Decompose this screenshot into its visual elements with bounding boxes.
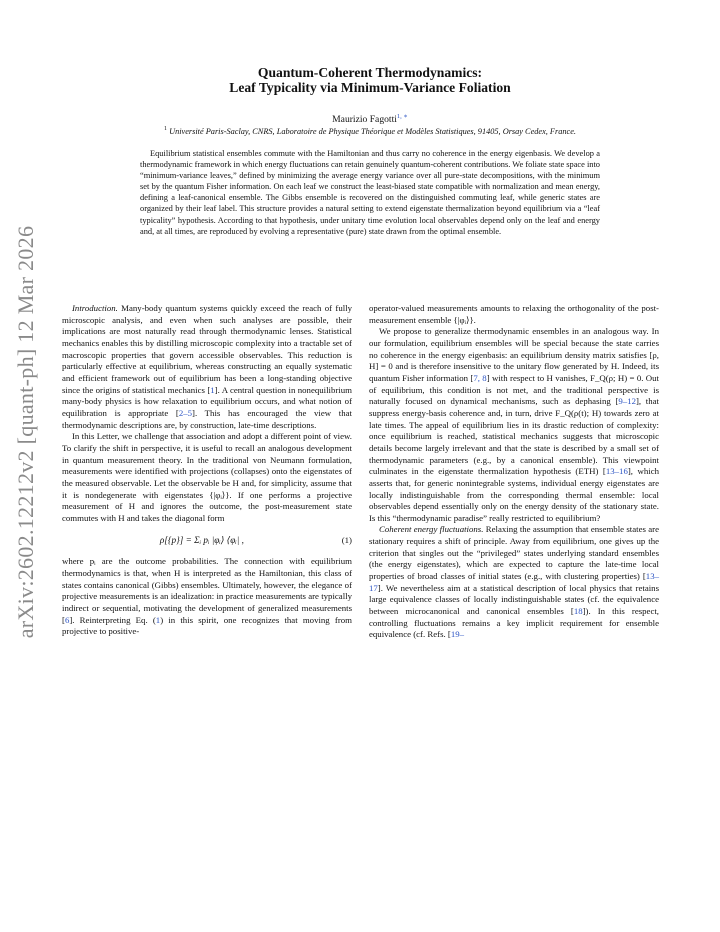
citation-link[interactable]: 6: [64, 614, 70, 625]
paper-title-line-2: Leaf Typicality via Minimum-Variance Foliation: [229, 80, 511, 95]
affiliation-text: Université Paris-Saclay, CNRS, Laboratoire de Physique Théorique et Modèles Statistiques, 91405, Orsay Cedex, France.: [169, 126, 576, 136]
arxiv-identifier: [6, 212, 46, 652]
text-run: ], that suppress energy-basis coherence and, in turn, drive F_Q(ρ(t); H) towards zero at late times. The appeal of equilibrium lies in its drastic reduction of complexity: once equilibrium is reached, statistical mechanics suggests that microscopic details become largely irrelevant and that the state is described by a small set of thermodynamic parameters (e.g., by a canonical ensemble). This viewpoint culminates in the eigenstate thermalization hypothesis (ETH) [: [369, 396, 660, 477]
equation-reference-link[interactable]: 1: [155, 614, 161, 625]
author-line: [120, 112, 620, 125]
text-run: We propose to generalize thermodynamic ensembles in an analogous way. In our formulation, equilibrium ensembles will be special because the state carries no coherence in the energy eigenbasis: an equilibrium density matrix satisfies [ρ, H] = 0 and is therefore insensitive to the unitary flow generated by H. Indeed, its quantum Fisher information [: [369, 326, 659, 383]
section-lead-coherent-energy-fluctuations: Coherent energy fluctuations.: [379, 524, 484, 535]
text-run: ], which asserts that, for generic nonintegrable systems, individual energy eigenstates are locally indistinguishable from the corresponding thermal ensemble: local observables depend essentially only on the energy density of the stationary state. Is this “thermodynamic paradise” really restricted to equilibrium?: [369, 466, 660, 523]
citation-link[interactable]: 13–17: [369, 571, 659, 593]
text-run: ]. We nevertheless aim at a statistical description of local physics that retains large equivalence classes of locally indistinguishable states (cf. the equivalence between microcanonical and canonical ensembles [: [369, 582, 659, 617]
text-run: Relaxing the assumption that ensemble states are stationary requires a shift of principle. Away from equilibrium, one gives up the criterion that singles out the “privileged” states underlying standard ensembles (the energy eigenstates), which are expected to capture the late-time local properties of broad classes of initial states (e.g., with clustering properties) [: [369, 524, 659, 582]
coherent-fluctuations-paragraph: [369, 524, 659, 641]
arxiv-identifier-text: arXiv:2602.12212v2 [quant-ph] 12 Mar 2026: [13, 225, 38, 639]
affiliation-line: [60, 126, 680, 136]
body-paragraph: [369, 326, 659, 524]
citation-link[interactable]: 7, 8: [473, 372, 487, 383]
equation-number: (1): [341, 534, 352, 545]
left-column: [62, 303, 352, 638]
equation-formula: ρ[{p}] = Σᵢ pᵢ |φᵢ⟩ ⟨φᵢ| ,: [159, 534, 244, 545]
body-paragraph: operator-valued measurements amounts to relaxing the orthogonality of the post-measurement ensemble {|φᵢ⟩}.: [369, 303, 659, 325]
citation-link[interactable]: 19–: [450, 629, 465, 640]
citation-link[interactable]: 9–12: [618, 396, 636, 407]
introduction-paragraph: [62, 303, 352, 431]
citation-link[interactable]: 1: [210, 384, 215, 395]
equation-1: [62, 532, 352, 548]
body-paragraph: In this Letter, we challenge that association and adopt a different point of view. To clarify the shift in perspective, it is useful to recall an analogous development in quantum measurement theory. In the traditional von Neumann formulation, measurements were identified with projections (collapses) onto the eigenstates of the measured observable. Let the observable be H and, for simplicity, assume that it is nondegenerate with eigenstates {|φᵢ⟩}. If one performs a projective measurement of H and ignores the outcome, the post-measurement state commutes with H and takes the diagonal form: [62, 431, 352, 523]
author-affiliation-link[interactable]: 1, ∗: [396, 113, 408, 120]
text-run: where pᵢ are the outcome probabilities. The connection with equilibrium thermodynamics is that, when H is interpreted as the Hamiltonian, this class of states contains canonical (Gibbs) ensembles. Ultimately, however, the elegance of projective measurements is an idealization: in practice measurements are typically indirect or sequential, motivating the development of generalized measurements [: [62, 556, 352, 625]
body-paragraph: [62, 556, 352, 638]
abstract: Equilibrium statistical ensembles commute with the Hamiltonian and thus carry no coherence in the energy eigenbasis. We develop a thermodynamic framework in which energy fluctuations can retain genuinely quantum-coherent contributions. We foliate state space into “minimum-variance leaves,” defined by minimizing the average energy variance over all pure-state decompositions, with the minimum set by the quantum Fisher information. On each leaf we construct the least-biased state compatible with normalization and mean energy, defining a leaf-canonical ensemble. The Gibbs ensemble is recovered on the distinguished commuting leaf, while generic states are organized by their leaf label. This structure provides a natural setting to extend eigenstate thermalization beyond equilibrium via a “leaf typicality” hypothesis. According to that hypothesis, under unitary time evolution local observables depend only on the leaf and energy and, at all times, are reproduced by evolving a representative (pure) state drawn from the optimal ensemble.: [140, 149, 600, 236]
text-run: ) in this spirit, one recognizes that moving from projective to positive-: [62, 614, 353, 637]
citation-link[interactable]: 18: [573, 606, 583, 617]
citation-link[interactable]: 13–16: [605, 466, 628, 477]
text-run: ]. Reinterpreting Eq. (: [69, 614, 156, 625]
author-name: Maurizio Fagotti: [332, 114, 397, 126]
text-run: ] with respect to H vanishes, F_Q(ρ; H) = 0. Out of equilibrium, this condition is not met, and the traditional perspective is naturally focused on dynamical mechanisms, such as dephasing [: [369, 372, 659, 407]
affiliation-mark: 1: [164, 126, 168, 132]
text-run: Many-body quantum systems quickly exceed the reach of fully microscopic analysis, and even when such analyses are possible, their implications are most naturally read through thermodynamic lenses. Statistical mechanics enables this by distilling microscopic complexity into a tractable set of macroscopic properties that govern accessible observables. This reduction is particularly effective at equilibrium, whereas constructing an equally systematic and efficient framework out of equilibrium has been a long-standing objective since the origins of statistical mechanics [: [62, 303, 352, 395]
paper-title-line-1: Quantum-Coherent Thermodynamics:: [257, 65, 483, 80]
citation-link[interactable]: 2–5: [178, 407, 193, 418]
text-run: ]). In this respect, controlling fluctuations remains a key implicit requirement for ensemble equivalence (cf. Refs. [: [369, 606, 659, 640]
text-run: ]. This has encouraged the view that thermodynamic descriptions are, by construction, late-time descriptions.: [62, 407, 352, 430]
section-lead-introduction: Introduction.: [72, 303, 118, 313]
text-run: ]. A central question in nonequilibrium many-body physics is how relaxation to equilibrium occurs, and what notion of equilibration is appropriate [: [62, 384, 352, 418]
right-column: [369, 303, 659, 641]
